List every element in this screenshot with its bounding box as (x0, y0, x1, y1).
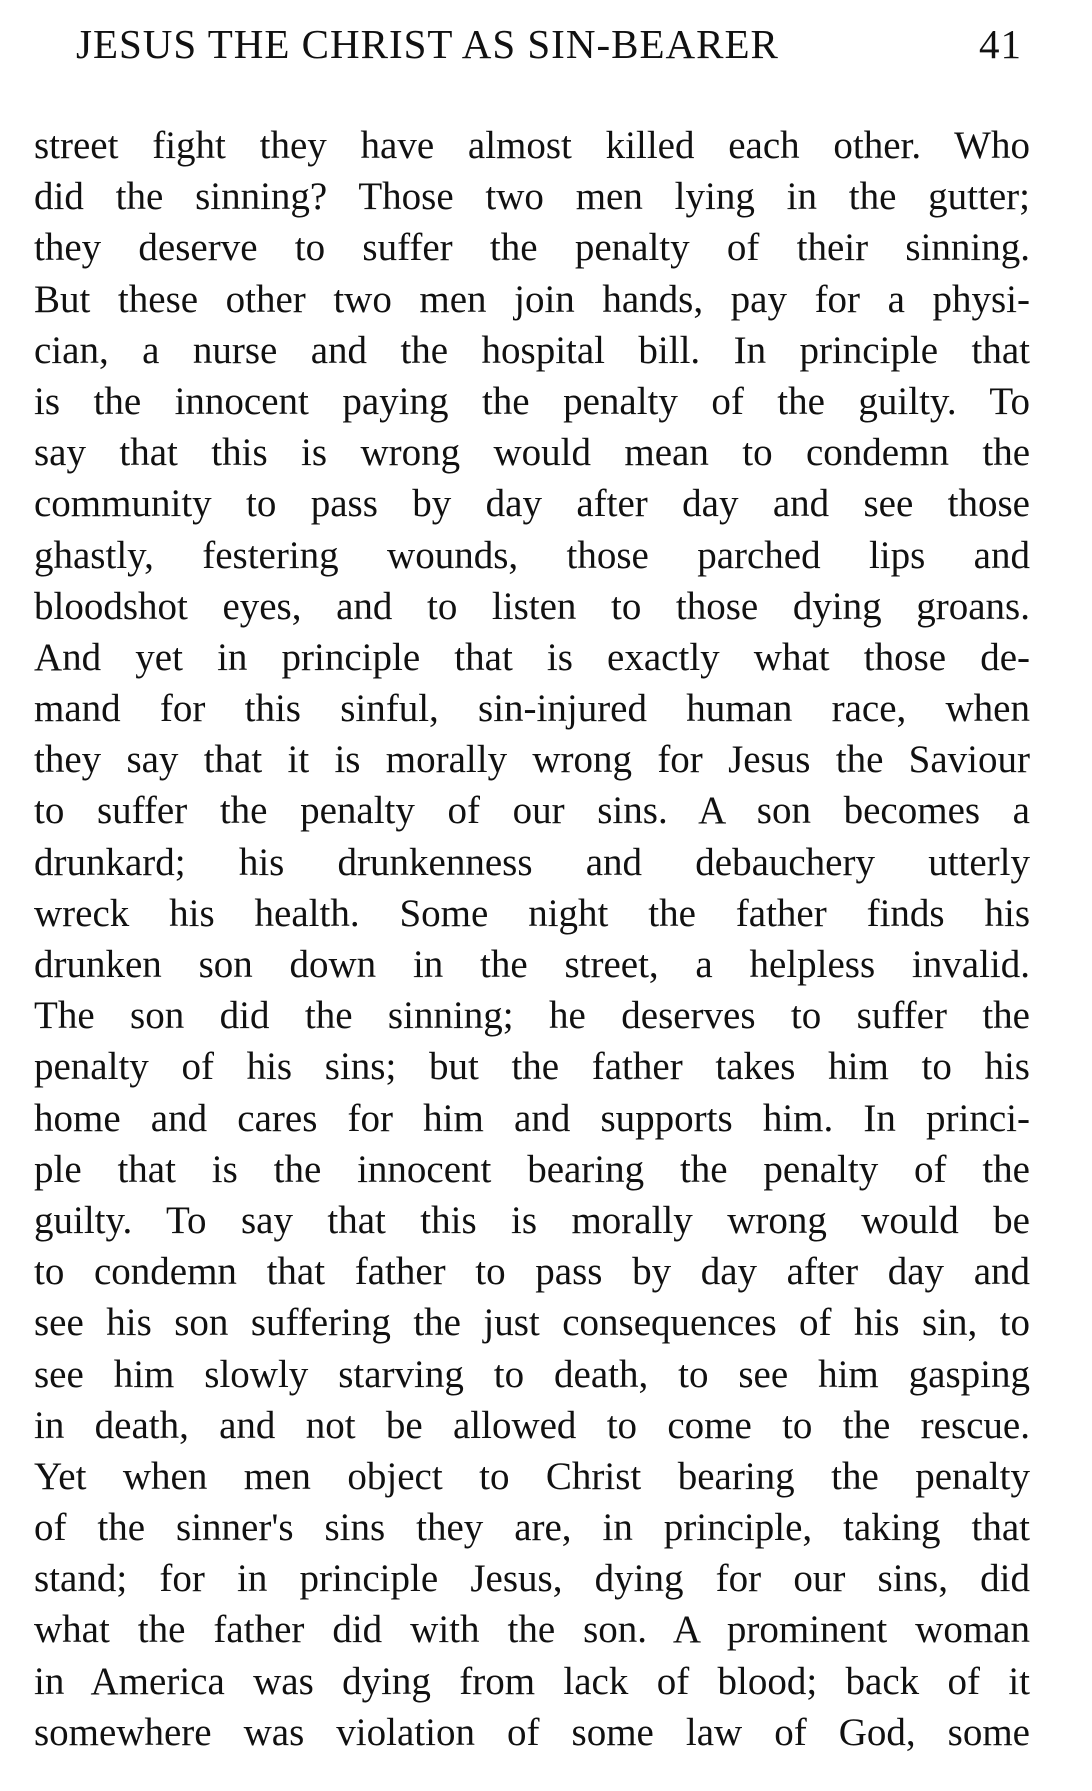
text-line: what the father did with the son. A prominent woman (34, 1608, 1030, 1652)
text-line: of the sinner's sins they are, in principle, taking that (34, 1506, 1030, 1550)
text-line: stand; for in principle Jesus, dying for our sins, did (34, 1557, 1030, 1601)
text-line: to condemn that father to pass by day after day and (34, 1250, 1030, 1294)
chapter-title: JESUS THE CHRIST AS SIN-BEARER (76, 21, 779, 67)
text-line: Yet when men object to Christ bearing the penalty (34, 1454, 1030, 1498)
text-line: mand for this sinful, sin-injured human race, when (34, 687, 1030, 731)
text-line: see his son suffering the just consequences of his sin, to (34, 1301, 1030, 1345)
text-line: cian, a nurse and the hospital bill. In principle that (34, 328, 1030, 372)
text-line: did the sinning? Those two men lying in the gutter; (34, 175, 1030, 219)
body-text (30, 120, 1030, 1758)
text-line: drunkard; his drunkenness and debauchery utterly (34, 840, 1030, 884)
text-line: drunken son down in the street, a helpless invalid. (34, 943, 1030, 986)
text-line: in America was dying from lack of blood; back of it (34, 1659, 1030, 1703)
book-page (30, 14, 1030, 1758)
text-line: home and cares for him and supports him. In princi- (34, 1096, 1030, 1140)
text-line: And yet in principle that is exactly what those de- (34, 635, 1030, 679)
text-line: penalty of his sins; but the father takes him to his (34, 1045, 1030, 1089)
text-line: community to pass by day after day and see those (34, 482, 1030, 526)
text-line: somewhere was violation of some law of God, some (34, 1710, 1030, 1754)
text-line: But these other two men join hands, pay for a physi- (34, 277, 1030, 321)
text-line: street fight they have almost killed each other. Who (34, 124, 1030, 167)
text-line: ple that is the innocent bearing the penalty of the (34, 1147, 1030, 1191)
text-line: they say that it is morally wrong for Jesus the Saviour (34, 738, 1030, 782)
page-number: 41 (979, 21, 1022, 67)
text-line: say that this is wrong would mean to condemn the (34, 431, 1030, 475)
text-line: The son did the sinning; he deserves to suffer the (34, 994, 1030, 1038)
text-line: guilty. To say that this is morally wrong would be (34, 1198, 1030, 1242)
running-header (30, 14, 1030, 74)
text-line: ghastly, festering wounds, those parched lips and (34, 533, 1030, 577)
text-line: they deserve to suffer the penalty of their sinning. (34, 226, 1030, 270)
text-line: see him slowly starving to death, to see him gasping (34, 1352, 1030, 1396)
text-line: wreck his health. Some night the father finds his (34, 891, 1030, 935)
text-line: bloodshot eyes, and to listen to those dying groans. (34, 584, 1030, 628)
text-line: in death, and not be allowed to come to the rescue. (34, 1403, 1030, 1447)
text-line: to suffer the penalty of our sins. A son becomes a (34, 789, 1030, 833)
text-line: is the innocent paying the penalty of the guilty. To (34, 379, 1030, 423)
